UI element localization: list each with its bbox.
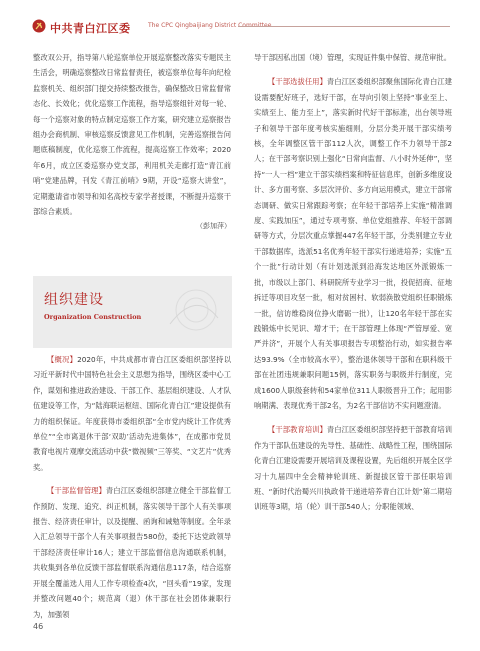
supervision-tag: 【干部监督管理】 xyxy=(47,486,106,496)
author-credit: （彭加萍） xyxy=(196,222,231,231)
header-rule xyxy=(238,26,450,27)
overview-paragraph xyxy=(33,352,231,475)
selection-tag: 【干部选拔任用】 xyxy=(268,77,327,87)
education-tag: 【干部教育培训】 xyxy=(268,425,327,435)
section-decoration xyxy=(160,284,220,336)
section-title-en: Organization Construction xyxy=(44,313,142,321)
left-column-bottom xyxy=(33,352,231,622)
education-paragraph xyxy=(254,422,452,514)
right-column xyxy=(254,50,452,515)
continued-paragraph: 整改双公开，指导第八轮巡察单位开展巡察整改落实专题民主生活会，明确巡察整改日常监督责任，被巡察单位每年向纪检监察机关、组织部门提交持续整改报告，确保整改日常监督常态化、长效化；优化巡察工作流程，指导巡察组针对每一轮、每一个巡察对象的特点制定巡察工作方案，研究建立巡察报告组办会商机制、审核巡察反馈意见工作机制，完善巡察报告问题底稿制度，优化巡察工作流程，提高巡察工作效率；2020年6月，成立区委巡察办党支部，利用机关走廊打造“青江前哨”党建品牌，刊发《青江前哨》9期，开设“巡察大讲堂”，定期邀请省市领导和知名高校专家学者授课，不断提升巡察干部综合素质。 xyxy=(33,53,231,217)
overview-tag: 【概况】 xyxy=(47,355,78,364)
section-title: 组织建设 xyxy=(44,292,104,308)
header-title: 中共青白江区委 xyxy=(50,22,131,35)
supervision-paragraph xyxy=(33,483,231,622)
overview-text: 2020年，中共成都市青白江区委组织部坚持以习近平新时代中国特色社会主义思想为指导，围绕区委中心工作，谋划和推进政治建设、干部工作、基层组织建设、人才队伍建设等工作，为“陆海联运枢纽、国际化青白江”建设提供有力的组织保证。年度获得市委组织部“全市党内统计工作优秀单位”“全市离退休干部‘双助’活动先进集体”，在成都市党员教育电视片观摩交流活动中获“微视频”三等奖、“文艺片”优秀奖。 xyxy=(33,355,231,472)
continuation-paragraph: 导干部因私出国（境）管理，实现证件集中保管、规范审批。 xyxy=(254,53,452,62)
party-emblem-icon xyxy=(32,19,46,33)
selection-text: 青白江区委组织部聚焦国际化青白江建设需要配好班子，选好干部，在导向引领上坚持“事业至上、实绩至上、能力至上”，落实新时代好干部标准，出台领导班子和领导干部年度考核实施细则，分层分类开展干部实绩考核，全年调整区管干部112人次，调整工作不力领导干部2人；在干部考察识别上强化“日常向监督、八小时外延伸”，坚持“一人一档”建立干部实绩档案和特征信息库，创新多维度设计、多方面考察、多层次评价、多方向运用模式，建立干部常态调研、做实日常跟踪考察；在年轻干部培养上实施“精准调度、实践加压”，通过专项考察、单位党组推荐、年轻干部调研等方式，分层次重点掌握447名年轻干部，分类别建立专业干部数据库，选派51名优秀年轻干部实行递进培养；实施“五个一批”行动计划（有计划选派到沿海发达地区外派锻炼一批，市级以上部门、科研院所专业学习一批，投促招商、征地拆迁等项目攻坚一批，相对贫困村、软弱涣散党组织任职锻炼一批，信访维稳岗位挣火磨砺一批），让120名年轻干部在实践锻炼中长见识、增才干；在干部管理上体现“严管厚爱、宽严并济”，开展个人有关事项报告专项整治行动，如实报告率达93.9%（全市较高水平），整治退休领导干部和在职科级干部在社团违规兼职问题15例，落实职务与职级并行制度，完成1600人职级套转和54家单位311人职级晋升工作；起用影响期满、表现优秀干部2名，为2名干部信访不实问题澄清。 xyxy=(254,77,453,410)
left-column-top xyxy=(33,50,231,234)
selection-paragraph xyxy=(254,74,452,413)
page-header xyxy=(0,0,480,40)
page-number: 46 xyxy=(33,622,44,631)
supervision-text: 青白江区委组织部建立健全干部监督工作预防、发现、追究、纠正机制，落实领导干部个人有关事项报告、经济责任审计，以及提醒、函询和诫勉等制度。全年录入汇总领导干部个人有关事项报告580份，委托下达党政领导干部经济责任审计16人；建立干部监督信息沟通联系机制，共收集到各单位反馈干部监督联系沟通信息117条，结合巡察开展全覆盖选人用人工作专项检查4次，“回头看”19家，发现并整改问题40个；规范离（退）休干部在社会团体兼职行为，加强领 xyxy=(33,486,232,619)
header-subtitle-en: The CPC Qingbaijiang District Committee xyxy=(148,22,272,29)
education-text: 青白江区委组织部坚持把干部教育培训作为干部队伍建设的先导性、基础性、战略性工程，围绕国际化青白江建设需要开展培训及课程设置，先后组织开展全区学习十九届四中全会精神轮训班、新提拔区管干部任职培训班、“新时代治蜀兴川执政骨干递进培养青白江计划”第二期培训班等3期，培（轮）训干部540人；分职能领域、 xyxy=(254,425,453,512)
